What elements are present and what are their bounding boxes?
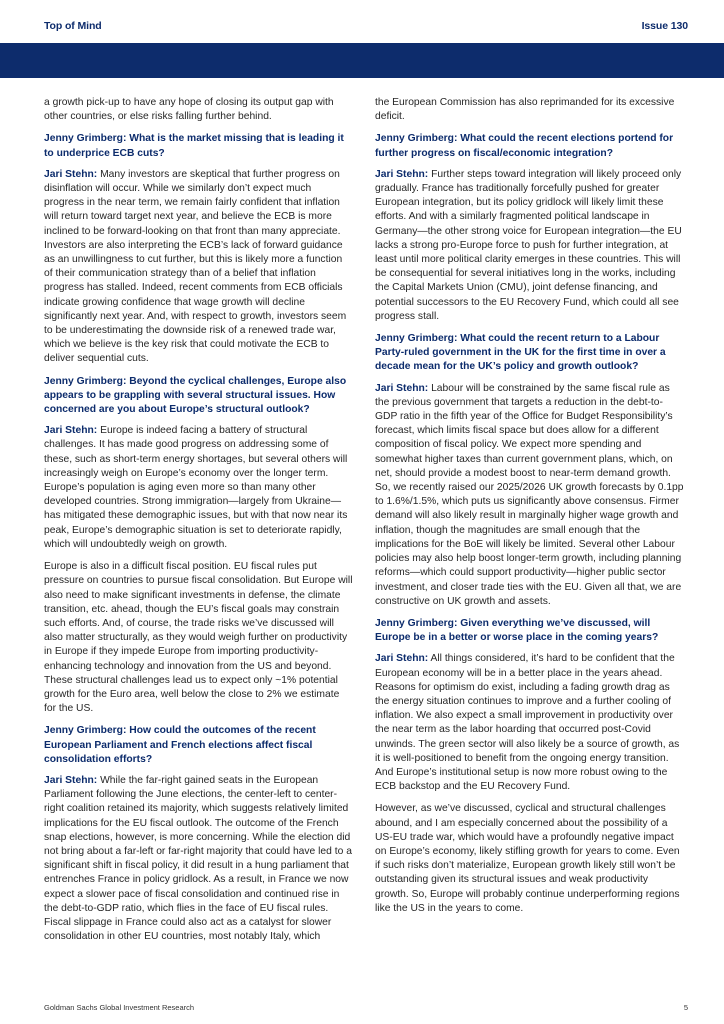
speaker-name: Jari Stehn: (375, 168, 429, 180)
publication-title: Top of Mind (44, 20, 102, 32)
article-body (44, 96, 690, 996)
speaker-name: Jari Stehn: (44, 774, 98, 786)
answer-paragraph (44, 168, 353, 367)
paragraph: Europe is also in a difficult fiscal position. EU fiscal rules put pressure on countries to pursue fiscal consolidation. But Europe will also need to make significant investments in defense, the climate transition, etc. ahead, though the EU’s fiscal goals may constrain such efforts. And, of course, the trade risks we’ve discussed will also matter structurally, as they would weigh further on productivity in Europe if they impede Europe from importing productivity-enhancing technology and innovation from the US and beyond. These structural challenges lead us to expect only ~1% potential growth for the Euro area, well below the close to 2% we estimate for the US. (44, 561, 353, 715)
answer-text: Further steps toward integration will likely proceed only gradually. France has traditionally forcefully pushed for greater European integration, but its policy gridlock will likely limit these efforts. And with a similarly fragmented political landscape in Germany—the other strong voice for European integration—the EU lacks a strong pro-Europe force to push for further integration, at least until more political clarity emerges in these countries. This will be consequential for several initiatives long in the works, including the Capital Markets Union (CMU), joint defense financing, and potential successors to the EU Recovery Fund, which could all see progress stall. (375, 168, 682, 322)
header-bar (0, 43, 724, 78)
speaker-name: Jari Stehn: (44, 168, 98, 180)
interviewer-question: Jenny Grimberg: Beyond the cyclical challenges, Europe also appears to be grappling with several structural issues. How concerned are you about Europe’s structural outlook? (44, 375, 347, 416)
speaker-name: Jari Stehn: (375, 653, 429, 665)
right-column (375, 96, 684, 924)
page-number: 5 (683, 1003, 688, 1012)
answer-paragraph (44, 774, 353, 944)
paragraph: However, as we’ve discussed, cyclical and structural challenges abound, and I am especially concerned about the possibility of a US-EU trade war, which would have a profoundly negative impact on Europe’s economy, likely stifling growth for years to come. Even if such risks don’t materialize, European growth likely still won’t be outstanding given its structural issues and weak productivity growth. So, Europe will probably continue underperforming regions like the US in the years to come. (375, 803, 680, 914)
interviewer-question: Jenny Grimberg: How could the outcomes of the recent European Parliament and French elections affect fiscal consolidation efforts? (44, 725, 316, 765)
page-footer (44, 1003, 688, 1019)
interviewer-question: Jenny Grimberg: What could the recent elections portend for further progress on fiscal/economic integration? (375, 133, 674, 159)
interviewer-question: Jenny Grimberg: What is the market missing that is leading it to underprice ECB cuts? (44, 133, 344, 159)
answer-paragraph (375, 382, 684, 609)
left-column (44, 96, 353, 952)
interviewer-question: Jenny Grimberg: Given everything we’ve discussed, will Europe be in a better or worse place in the coming years? (375, 617, 659, 644)
answer-text: Europe is indeed facing a battery of structural challenges. It has made good progress on addressing some of these, such as short-term energy shortages, but several others will increasingly weigh on Europe’s economy over the longer term. Europe’s population is aging even more so than many other developed countries. Strong immigration—largely from Ukraine—has mitigated these demographic issues, but with that now near its peak, Europe’s demographic situation is set to deteriorate rapidly, which will undoubtedly weigh on growth. (44, 425, 348, 550)
answer-text: Labour will be constrained by the same fiscal rule as the previous government that targets a reduction in the debt-to-GDP ratio in the fifth year of the Office for Budget Responsibility’s forecast, which limits fiscal space but does allow for a different composition of fiscal policy. We expect more spending and somewhat higher taxes than current government plans, which, on net, should provide a modest boost to near-term demand growth. So, we recently raised our 2025/2026 UK growth forecasts by 0.1pp to 1.6%/1.5%, which puts us significantly above consensus. Firmer demand will also likely result in marginally higher wage growth and inflation, though the magnitudes are small enough that the implications for the BoE will likely be limited. Several other Labour policies may also help boost longer-term growth, including planning reforms—which could support productivity—higher public sector investment, and closer trade ties with the EU. Given all that, we are constructive on UK growth and assets. (375, 382, 684, 607)
answer-paragraph (44, 424, 353, 552)
answer-text: All things considered, it’s hard to be confident that the European economy will be in a better place in the years ahead. Reasons for optimism do exist, including a fading growth drag as the energy situation continues to improve and a further cooling of inflation. We also expect a small improvement in productivity over the near term as the labor hoarding that occurred post-Covid unwinds. The green sector will also likely be a source of growth, as it is well-positioned to benefit from the ongoing energy transition. And Europe’s institutional setup is now more robust owing to the ECB backstop and the EU Recovery Fund. (375, 653, 680, 793)
answer-text: Many investors are skeptical that further progress on disinflation will occur. While we similarly don’t expect much progress in the near term, we remain fairly confident that inflation will return toward target next year, and believe the ECB is more inclined to be forward-looking on that front than many appreciate. Investors are also interpreting the ECB’s lack of forward guidance as an unwillingness to cut further, but this is likely more a function of their communication strategy than of a belief that inflation progress has stalled. Indeed, recent comments from ECB officials indicate growing confidence that wage growth will decline significantly next year. And, with respect to growth, investors seem to be underestimating the downside risk of a renewed trade war, which we believe is the key risk that could motivate the ECB to deliver sequential cuts. (44, 168, 347, 365)
answer-paragraph (375, 168, 684, 324)
footer-source: Goldman Sachs Global Investment Research (44, 1003, 195, 1012)
page-header (0, 0, 724, 44)
paragraph: the European Commission has also reprimanded for its excessive deficit. (375, 97, 675, 123)
speaker-name: Jari Stehn: (44, 425, 98, 437)
paragraph: a growth pick-up to have any hope of closing its output gap with other countries, or else risks falling further behind. (44, 97, 334, 123)
issue-number: Issue 130 (641, 20, 688, 32)
answer-paragraph (375, 652, 684, 794)
speaker-name: Jari Stehn: (375, 382, 429, 394)
interviewer-question: Jenny Grimberg: What could the recent return to a Labour Party-ruled government in the UK for the first time in over a decade mean for the UK’s policy and growth outlook? (375, 333, 666, 373)
answer-text: While the far-right gained seats in the European Parliament following the June elections, the center-left to center-right coalition retained its majority, which suggests relatively limited implications for the EU fiscal outlook. The outcome of the French snap elections, however, is more concerning. While the election did not bring about a far-left or far-right majority that could have led to a significant shift in fiscal policy, it did result in a hung parliament that entrenches France in policy gridlock. As a result, in France we now expect a slower pace of fiscal consolidation and continued rise in the debt-to-GDP ratio, which flies in the face of EU fiscal rules. Fiscal slippage in France could also act as a catalyst for slower consolidation in other EU countries, most notably Italy, which (44, 774, 352, 943)
